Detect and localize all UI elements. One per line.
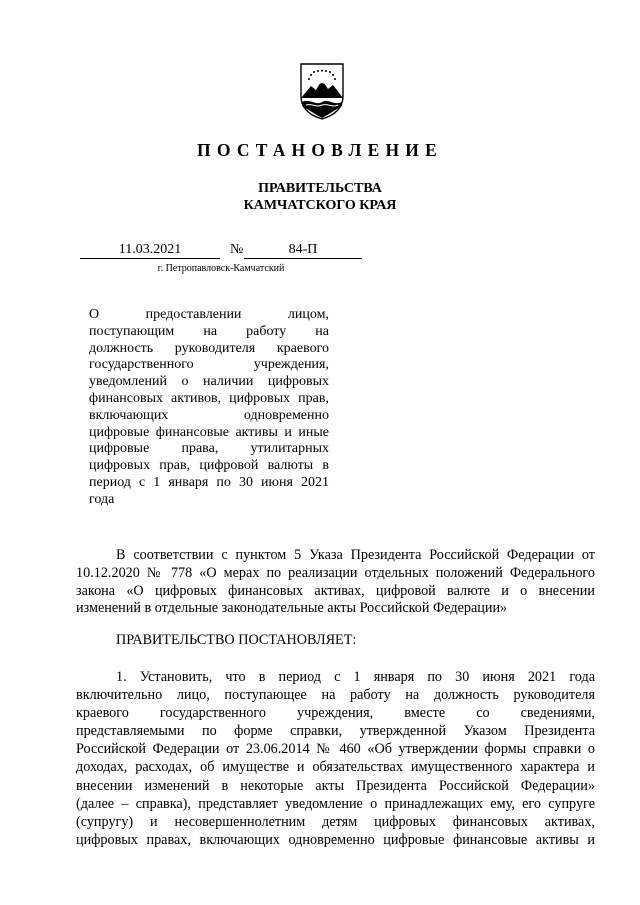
paragraph-line: 10.12.2020 № 778 «О мерах по реализации отдельных положений Федерального <box>76 564 595 581</box>
paragraph-line: 1. Установить, что в период с 1 января по 30 июня 2021 года <box>116 669 595 685</box>
document-number: 84-П <box>244 241 362 259</box>
subject-line: должность руководителя краевого <box>89 340 329 356</box>
subject-line: государственного учреждения, <box>89 357 329 373</box>
subject-line: уведомлений о наличии цифровых <box>89 374 329 390</box>
paragraph-line: цифровых правах, включающих одновременно цифровые финансовые активы и <box>76 831 595 848</box>
issuing-authority <box>0 180 640 214</box>
paragraph-line: изменений в отдельные законодательные акты Российской Федерации» <box>76 600 508 617</box>
paragraph-line: включительно лицо, поступающее на работу на должность руководителя <box>76 687 595 704</box>
document-type-title: ПОСТАНОВЛЕНИЕ <box>197 140 443 160</box>
document-subject <box>89 307 329 509</box>
paragraph-line: Российской Федерации от 23.06.2014 № 460 «Об утверждении формы справки о <box>76 741 595 758</box>
paragraph-line: краевого государственного учреждения, вместе со сведениями, <box>76 705 595 722</box>
paragraph-line: (далее – справка), представляет уведомление о принадлежащих ему, его супруге <box>76 795 595 812</box>
paragraph-line: (супругу) и несовершеннолетним детям цифровых финансовых активах, <box>76 813 595 830</box>
subject-line: года <box>89 491 115 507</box>
subject-line: поступающим на работу на <box>89 323 329 339</box>
document-date: 11.03.2021 <box>80 241 220 259</box>
decree-statement: ПРАВИТЕЛЬСТВО ПОСТАНОВЛЯЕТ: <box>116 632 357 648</box>
subject-line: период с 1 января по 30 июня 2021 <box>89 474 329 490</box>
authority-line: ПРАВИТЕЛЬСТВА <box>258 181 382 196</box>
paragraph-line: представляемыми по форме справки, утвержденной Указом Президента <box>76 723 595 740</box>
subject-line: цифровых прав, цифровой валюты в <box>89 458 329 474</box>
subject-line: цифровые финансовые активы и иные <box>89 424 329 440</box>
authority-line: КАМЧАТСКОГО КРАЯ <box>243 198 397 213</box>
paragraph-line: внесении изменений в некоторые акты Президента Российской Федерации» <box>76 777 595 794</box>
clause-1-paragraph <box>76 668 595 849</box>
kamchatka-emblem-icon <box>298 62 346 120</box>
subject-line: финансовых активов, цифровых прав, <box>89 390 329 406</box>
subject-line: цифровые права, утилитарных <box>89 441 329 457</box>
number-sign: № <box>230 242 244 257</box>
paragraph-line: закона «О цифровых финансовых активах, цифровой валюте и о внесении <box>76 582 595 599</box>
issue-city: г. Петропавловск-Камчатский <box>157 263 285 274</box>
paragraph-line: доходах, расходах, об имуществе и обязательствах имущественного характера и <box>76 759 595 776</box>
subject-line: включающих одновременно <box>89 407 329 423</box>
subject-line: О предоставлении лицом, <box>89 307 329 322</box>
preamble-paragraph <box>76 547 595 618</box>
paragraph-line: В соответствии с пунктом 5 Указа Президента Российской Федерации от <box>116 547 595 563</box>
